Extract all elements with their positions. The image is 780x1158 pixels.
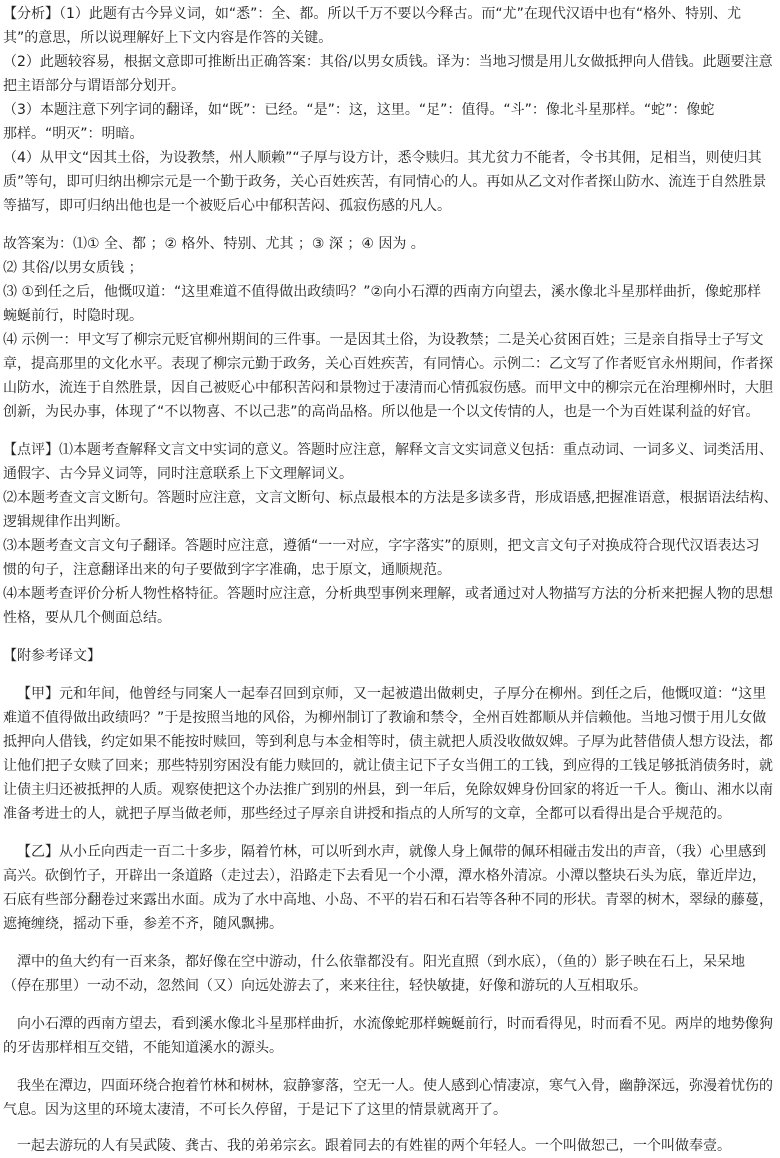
comment-line: 惯的句子，注意翻译出来的句子要做到字字准确，忠于原文，通顺规范。 xyxy=(3,562,451,578)
answer-line: ⑷ 示例一：甲文写了柳宗元贬官柳州期间的三件事。一是因其土俗，为设教禁；二是关心贫困百姓；三是亲自指导士子写文 xyxy=(3,332,764,348)
answer-line: 章，提高那里的文化水平。表现了柳宗元勤于政务，关心百姓疾苦，有同情心。示例二：乙文写了作者贬官永州期间，作者探 xyxy=(3,356,773,372)
translation-line: 遮掩缠绕，摇动下垂，参差不齐，随风飘拂。 xyxy=(3,916,283,932)
analysis-line: （2）此题较容易，根据文意即可推断出正确答案：其俗/以男女质钱。译为：当地习惯是用儿女做抵押向人借钱。此题要注意 xyxy=(3,54,773,70)
translation-line: 潭中的鱼大约有一百来条，都好像在空中游动，什么依靠都没有。阳光直照（到水底），（鱼的）影子映在石上，呆呆地 xyxy=(17,954,745,970)
answer-line: 故答案为：⑴① 全、都 ；② 格外、特别、尤其 ；③ 深 ；④ 因为 。 xyxy=(3,236,425,252)
analysis-line: 【分析】（1）此题有古今异义词，如“悉”：全、都。所以千万不要以今释古。而“尤”在现代汉语中也有“格外、特别、尤 xyxy=(3,6,742,22)
comment-line: ⑵本题考查文言文断句。答题时应注意，文言文断句、标点最根本的方法是多读多背，形成语感,把握准语意，根据语法结构、 xyxy=(3,490,778,506)
analysis-line: 质”等句，即可归纳出柳宗元是一个勤于政务，关心百姓疾苦，有同情心的人。再如从乙文对作者探山防水、流连于自然胜景 xyxy=(3,174,767,190)
translation-line: 向小石潭的西南方望去，看到溪水像北斗星那样曲折，水流像蛇那样蜿蜒前行，时而看得见，时而看不见。两岸的地势像狗 xyxy=(17,1016,773,1032)
translation-line: 的牙齿那样相互交错，不能知道溪水的源头。 xyxy=(3,1040,283,1056)
translation-line: 【甲】元和年间，他曾经与同案人一起奉召回到京师，又一起被遣出做刺史，子厚分在柳州。到任之后，他慨叹道：“这里 xyxy=(17,686,767,702)
translation-line: 我坐在潭边，四面环绕合抱着竹林和树林，寂静寥落，空无一人。使人感到心情凄凉，寒气入骨，幽静深远，弥漫着忧伤的 xyxy=(17,1078,773,1094)
comment-line: ⑷本题考查评价分析人物性格特征。答题时应注意，分析典型事例来理解，或者通过对人物描写方法的分析来把握人物的思想 xyxy=(3,586,773,602)
translation-heading: 【附参考译文】 xyxy=(3,648,101,664)
analysis-line: （4）从甲文“因其土俗，为设教禁，州人顺赖”“子厚与设方计，悉令赎归。其尤贫力不能者，令书其佣，足相当，则使归其 xyxy=(3,150,762,166)
translation-line: 准备考进士的人，就把子厚当做老师，那些经过子厚亲自讲授和指点的人所写的文章，全都可以看得出是合乎规范的。 xyxy=(3,806,731,822)
translation-line: 气息。因为这里的环境太凄清，不可长久停留，于是记下了这里的情景就离开了。 xyxy=(3,1102,507,1118)
analysis-line: 等描写，即可归纳出他也是一个被贬后心中郁积苦闷、孤寂伤感的凡人。 xyxy=(3,198,451,214)
translation-line: 抵押向人借钱，约定如果不能按时赎回，等到利息与本金相等时，债主就把人质没收做奴婢。子厚为此替借债人想方设法，都 xyxy=(3,734,773,750)
answer-line: 蜿蜒前行，时隐时现。 xyxy=(3,308,143,324)
translation-line: 一起去游玩的人有吴武陵、龚古、我的弟弟宗玄。跟着同去的有姓崔的两个年轻人。一个叫做恕己，一个叫做奉壹。 xyxy=(17,1138,731,1154)
answer-line: 创新，为民办事，体现了“不以物喜、不以己悲”的高尚品格。所以他是一个以文传情的人，也是一个为百姓谋利益的好官。 xyxy=(3,404,760,420)
comment-line: 通假字、古今异义词等，同时注意联系上下文理解词义。 xyxy=(3,466,353,482)
translation-line: 难道不值得做出政绩吗？”于是按照当地的风俗，为柳州制订了教谕和禁令，全州百姓都顺从并信赖他。当地习惯于用儿女做 xyxy=(3,710,767,726)
comment-line: 【点评】⑴本题考查解释文言文中实词的意义。答题时应注意，解释文言文实词意义包括：重点动词、一词多义、词类活用、 xyxy=(3,442,773,458)
analysis-line: 把主语部分与谓语部分划开。 xyxy=(3,78,185,94)
analysis-line: 那样。“明灭”：明暗。 xyxy=(3,126,144,142)
answer-line: 山防水，流连于自然胜景，因自己被贬心中郁积苦闷和景物过于凄清而心情孤寂伤感。而甲文中的柳宗元在治理柳州时，大胆 xyxy=(3,380,773,396)
translation-line: 让他们把子女赎了回来；那些特别穷困没有能力赎回的，就让债主记下子女当佣工的工钱，到应得的工钱足够抵消债务时，就 xyxy=(3,758,773,774)
translation-line: 让债主归还被抵押的人质。观察使把这个办法推广到别的州县，到一年后，免除奴婢身份回家的将近一千人。衡山、湘水以南 xyxy=(3,782,773,798)
translation-line: （停在那里）一动不动，忽然间（又）向远处游去了，来来往往，轻快敏捷，好像和游玩的人互相取乐。 xyxy=(3,978,647,994)
comment-line: 性格，要从几个侧面总结。 xyxy=(3,610,171,626)
translation-line: 高兴。砍倒竹子，开辟出一条道路（走过去），沿路走下去看见一个小潭，潭水格外清凉。小潭以整块石头为底，靠近岸边， xyxy=(3,868,766,884)
answer-line: ⑵ 其俗/以男女质钱 ； xyxy=(3,260,143,276)
analysis-line: （3）本题注意下列字词的翻译，如“既”：已经。“是”：这，这里。“足”：值得。“斗”：像北斗星那样。“蛇”：像蛇 xyxy=(3,102,715,118)
answer-line: ⑶ ①到任之后，他慨叹道：“这里难道不值得做出政绩吗？”②向小石潭的西南方向望去，溪水像北斗星那样曲折，像蛇那样 xyxy=(3,284,762,300)
translation-line: 【乙】从小丘向西走一百二十多步，隔着竹林，可以听到水声，就像人身上佩带的佩环相碰击发出的声音，（我）心里感到 xyxy=(17,844,766,860)
comment-line: 逻辑规律作出判断。 xyxy=(3,514,129,530)
comment-line: ⑶本题考查文言文句子翻译。答题时应注意，遵循“一一对应，字字落实”的原则，把文言文句子对换成符合现代汉语表达习 xyxy=(3,538,760,554)
analysis-line: 其”的意思，所以说理解好上下文内容是作答的关键。 xyxy=(3,30,333,46)
translation-line: 石底有些部分翻卷过来露出水面。成为了水中高地、小岛、不平的岩石和石岩等各种不同的形状。青翠的树木，翠绿的藤蔓， xyxy=(3,892,773,908)
